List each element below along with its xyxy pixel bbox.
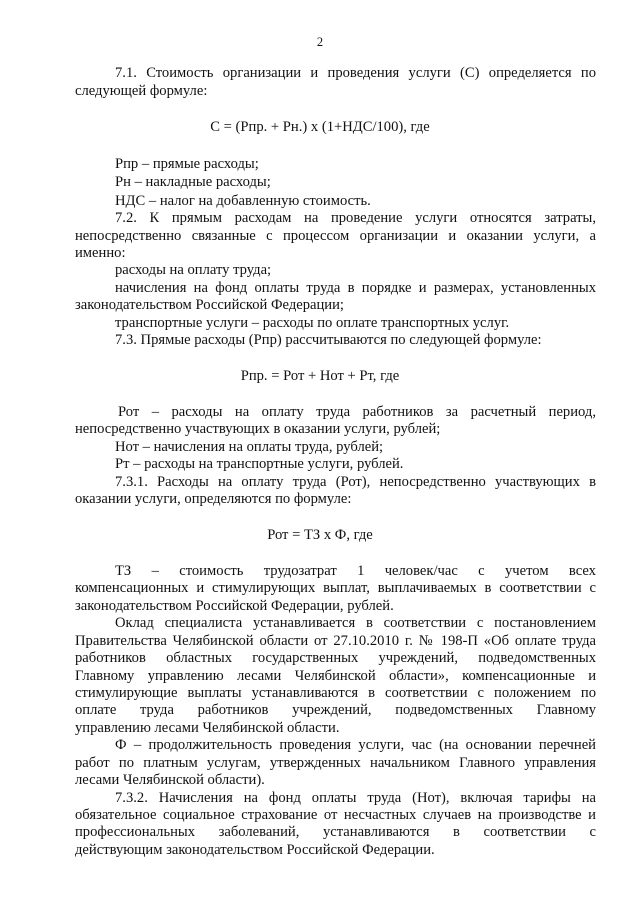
formula-direct-costs: Рпр. = Рот + Нот + Рт, где [240,368,400,384]
text-line: действующим законодательством Российской Федерации. [75,842,435,858]
word: всех [568,563,596,579]
formula-labor: Рот = ТЗ х Ф, где [267,527,373,543]
word: – [151,563,159,579]
text-line: НДС – налог на добавленную стоимость. [115,193,371,209]
text-line: транспортные услуги – расходы по оплате транспортных услуг. [115,315,510,331]
text-line-spaced [115,563,596,580]
text-line: непосредственно связанные с процессом организации и оказании услуги, а [75,228,596,244]
word: 1 [357,563,365,579]
word: учетом [505,563,549,579]
text-line: следующей формуле: [75,83,208,99]
word: ТЗ [115,563,132,579]
text-line: Оклад специалиста устанавливается в соответствии с постановлением [115,615,596,631]
text-line: законодательством Российской Федерации; [75,297,344,313]
text-line: работ по платным услугам, утвержденных начальником Главного управления [75,755,596,771]
text-line: 7.3. Прямые расходы (Рпр) рассчитываются по следующей формуле: [115,332,542,348]
text-line: 7.3.2. Начисления на фонд оплаты труда (Нот), включая тарифы на [115,790,596,806]
text-line: оказании услуги, определяются по формуле: [75,491,352,507]
text-line: 7.3.1. Расходы на оплату труда (Рот), непосредственно участвующих в [115,474,596,490]
text-line: обязательное социальное страхование от несчастных случаев на производстве и [75,807,596,823]
text-line: законодательством Российской Федерации, рублей. [75,598,394,614]
text-line: управлению лесами Челябинской области. [75,720,340,736]
text-line: Ф – продолжительность проведения услуги, час (на основании перечней [115,737,596,753]
text-line: Рпр – прямые расходы; [115,156,259,172]
page-number: 2 [316,35,324,49]
text-line: Рт – расходы на транспортные услуги, рублей. [115,456,404,472]
text-line: 7.2. К прямым расходам на проведение услуги относятся затраты, [115,210,596,226]
formula-cost: С = (Рпр. + Рн.) х (1+НДС/100), где [210,119,430,135]
text-line: именно: [75,245,126,261]
text-line: оплате труда работников учреждений, подведомственных Главному [75,702,596,718]
text-line: расходы на оплату труда; [115,262,272,278]
text-line: Правительства Челябинской области от 27.10.2010 г. № 198-П «Об оплате труда [75,633,596,649]
text-line: компенсационных и стимулирующих выплат, выплачиваемых в соответствии с [75,580,596,596]
word: с [478,563,485,579]
text-line: работников областных государственных учреждений, подведомственных [75,650,596,666]
text-line: профессиональных заболеваний, устанавливаются в соответствии с [75,824,596,840]
word: стоимость [179,563,244,579]
text-line: стимулирующие выплаты устанавливаются в соответствии с положением по [75,685,596,701]
text-line: Главному управлению лесами Челябинской области», компенсационные и [75,668,596,684]
word: трудозатрат [263,563,337,579]
word: человек/час [384,563,458,579]
text-line: Рот – расходы на оплату труда работников за расчетный период, [118,404,596,420]
text-line: непосредственно участвующих в оказании услуги, рублей; [75,421,441,437]
text-line: лесами Челябинской области). [75,772,265,788]
text-line: Нот – начисления на оплаты труда, рублей; [115,439,384,455]
text-line: начисления на фонд оплаты труда в порядке и размерах, установленных [115,280,596,296]
text-line: Рн – накладные расходы; [115,174,271,190]
text-line: 7.1. Стоимость организации и проведения услуги (С) определяется по [115,65,596,81]
